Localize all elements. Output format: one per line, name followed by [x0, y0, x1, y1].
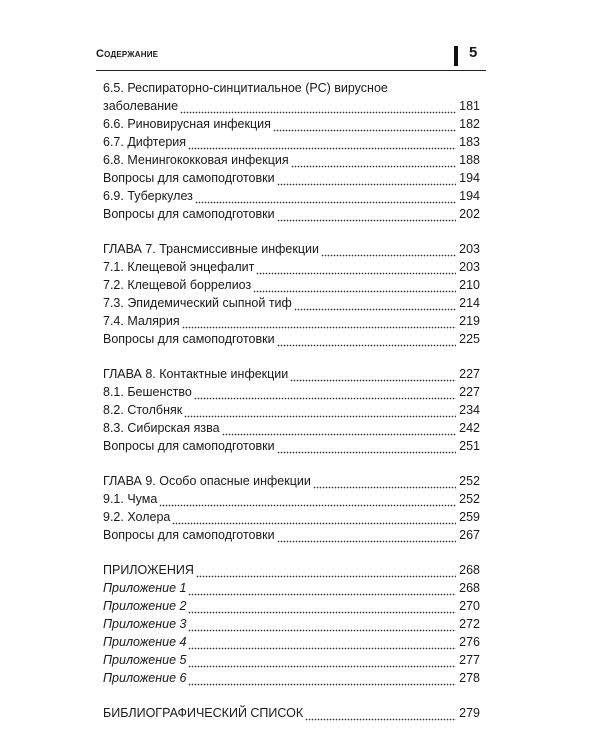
- toc-entry-title: Приложение 1: [103, 581, 187, 595]
- toc-entry-row: [103, 633, 480, 651]
- toc-entry: [103, 437, 480, 455]
- toc-entry-page: 183: [459, 135, 480, 149]
- toc-entry-page: 227: [459, 367, 480, 381]
- toc-entry-row: [103, 330, 480, 348]
- toc-entry-page: 272: [459, 617, 480, 631]
- toc-entry: [103, 240, 480, 258]
- toc-entry-page: 227: [459, 385, 480, 399]
- toc-entry-title: ГЛАВА 9. Особо опасные инфекции: [103, 474, 311, 488]
- toc-entry-row: [103, 187, 480, 205]
- toc-entry: [103, 276, 480, 294]
- toc-entry-row: [103, 240, 480, 258]
- toc-entry-row: [103, 526, 480, 544]
- toc-entry-page: 194: [459, 189, 480, 203]
- toc-entry-row: [103, 133, 480, 151]
- toc-entry-title: 6.7. Дифтерия: [103, 135, 187, 149]
- dot-leader: [188, 619, 456, 632]
- toc-entry-title: 6.6. Риновирусная инфекция: [103, 117, 271, 131]
- toc-entry: [103, 597, 480, 615]
- toc-entry-row: [103, 669, 480, 687]
- toc-entry-page: 251: [459, 439, 480, 453]
- toc-entry-page: 202: [459, 207, 480, 221]
- toc-entry: [103, 508, 480, 526]
- toc-entry-title: Приложение 5: [103, 653, 187, 667]
- toc-entry: [103, 633, 480, 651]
- toc-entry-row: [103, 597, 480, 615]
- dot-leader: [188, 655, 456, 668]
- toc-entry: [103, 651, 480, 669]
- toc-entry-page: 194: [459, 171, 480, 185]
- toc-entry-row: [103, 258, 480, 276]
- toc-entry: [103, 330, 480, 348]
- table-of-contents: [103, 79, 480, 739]
- toc-entry-page: 268: [459, 563, 480, 577]
- toc-entry-page: 276: [459, 635, 480, 649]
- toc-entry-page: 181: [459, 99, 480, 113]
- toc-entry-title: ПРИЛОЖЕНИЯ: [103, 563, 194, 577]
- toc-entry-title: Приложение 2: [103, 599, 187, 613]
- toc-entry-page: 242: [459, 421, 480, 435]
- dot-leader: [277, 530, 456, 543]
- toc-entry-row: [103, 97, 480, 115]
- toc-entry-title: 6.9. Туберкулез: [103, 189, 193, 203]
- dot-leader: [188, 601, 456, 614]
- toc-entry-title-line: 6.5. Респираторно-синцитиальное (РС) вирусное: [103, 81, 388, 95]
- toc-entry-page: 214: [459, 296, 480, 310]
- toc-entry-row: [103, 615, 480, 633]
- dot-leader: [313, 476, 456, 489]
- toc-entry-title: ГЛАВА 8. Контактные инфекции: [103, 367, 289, 381]
- toc-entry-title: Приложение 6: [103, 671, 187, 685]
- dot-leader: [188, 137, 456, 150]
- toc-entry-row: [103, 490, 480, 508]
- toc-entry-row: [103, 205, 480, 223]
- toc-entry: [103, 133, 480, 151]
- dot-leader: [305, 708, 456, 721]
- toc-entry: [103, 258, 480, 276]
- toc-entry-row: [103, 383, 480, 401]
- dot-leader: [277, 209, 456, 222]
- toc-entry-page: 252: [459, 474, 480, 488]
- toc-entry: [103, 401, 480, 419]
- toc-entry-page: 210: [459, 278, 480, 292]
- toc-entry: [103, 365, 480, 383]
- toc-entry-title: 7.3. Эпидемический сыпной тиф: [103, 296, 292, 310]
- header-divider-bar: [454, 46, 458, 66]
- toc-entry-title: 7.4. Малярия: [103, 314, 180, 328]
- toc-entry-page: 203: [459, 242, 480, 256]
- toc-entry-page: 182: [459, 117, 480, 131]
- toc-entry-row: [103, 276, 480, 294]
- dot-leader: [277, 334, 456, 347]
- toc-entry-row: [103, 472, 480, 490]
- toc-entry-title: 8.3. Сибирская язва: [103, 421, 220, 435]
- toc-entry-page: 279: [459, 706, 480, 720]
- toc-entry-title: 8.1. Бешенство: [103, 385, 192, 399]
- toc-entry-page: 277: [459, 653, 480, 667]
- dot-leader: [256, 262, 456, 275]
- dot-leader: [290, 369, 456, 382]
- toc-entry: [103, 561, 480, 579]
- dot-leader: [188, 637, 456, 650]
- toc-entry: [103, 490, 480, 508]
- toc-entry-row: [103, 312, 480, 330]
- toc-entry: [103, 615, 480, 633]
- toc-entry: [103, 312, 480, 330]
- toc-entry-title: 8.2. Столбняк: [103, 403, 183, 417]
- toc-entry-row: [103, 704, 480, 722]
- toc-entry-title: 7.2. Клещевой боррелиоз: [103, 278, 252, 292]
- toc-entry-row: [103, 294, 480, 312]
- toc-entry-title: Приложение 4: [103, 635, 187, 649]
- toc-entry: [103, 151, 480, 169]
- toc-entry: [103, 187, 480, 205]
- dot-leader: [182, 316, 456, 329]
- dot-leader: [277, 441, 456, 454]
- dot-leader: [196, 565, 456, 578]
- toc-entry-title: 9.2. Холера: [103, 510, 171, 524]
- toc-entry-title: ГЛАВА 7. Трансмиссивные инфекции: [103, 242, 319, 256]
- dot-leader: [159, 494, 456, 507]
- toc-entry-title: 7.1. Клещевой энцефалит: [103, 260, 255, 274]
- toc-entry-row: [103, 365, 480, 383]
- toc-entry: [103, 79, 480, 115]
- toc-entry-page: 267: [459, 528, 480, 542]
- toc-entry-row: [103, 651, 480, 669]
- toc-group: [103, 561, 480, 687]
- toc-entry-title: Приложение 3: [103, 617, 187, 631]
- dot-leader: [180, 101, 456, 114]
- dot-leader: [253, 280, 456, 293]
- toc-entry-row: [103, 151, 480, 169]
- toc-entry-page: 225: [459, 332, 480, 346]
- toc-entry-title: Вопросы для самоподготовки: [103, 528, 275, 542]
- toc-entry-title: Вопросы для самоподготовки: [103, 332, 275, 346]
- toc-entry-row: [103, 508, 480, 526]
- toc-entry: [103, 294, 480, 312]
- dot-leader: [172, 512, 456, 525]
- toc-entry-page: 219: [459, 314, 480, 328]
- toc-entry-row: [103, 579, 480, 597]
- toc-entry-title: 6.8. Менингококковая инфекция: [103, 153, 289, 167]
- toc-entry-page: 252: [459, 492, 480, 506]
- toc-entry-title: Вопросы для самоподготовки: [103, 439, 275, 453]
- toc-entry: [103, 205, 480, 223]
- toc-entry-page: 278: [459, 671, 480, 685]
- toc-group: [103, 704, 480, 722]
- dot-leader: [291, 155, 456, 168]
- toc-group: [103, 79, 480, 223]
- toc-entry-page: 270: [459, 599, 480, 613]
- toc-entry-row: [103, 169, 480, 187]
- page-number: 5: [469, 44, 478, 61]
- toc-entry-page: 234: [459, 403, 480, 417]
- toc-entry-page: 259: [459, 510, 480, 524]
- dot-leader: [184, 405, 456, 418]
- toc-entry-row: [103, 401, 480, 419]
- toc-entry-row: [103, 419, 480, 437]
- dot-leader: [188, 673, 456, 686]
- toc-group: [103, 472, 480, 544]
- dot-leader: [188, 583, 456, 596]
- dot-leader: [277, 173, 456, 186]
- dot-leader: [194, 387, 456, 400]
- dot-leader: [321, 244, 456, 257]
- toc-entry: [103, 169, 480, 187]
- toc-entry-row: [103, 437, 480, 455]
- toc-entry: [103, 115, 480, 133]
- toc-entry-title: Вопросы для самоподготовки: [103, 171, 275, 185]
- toc-entry-row: [103, 115, 480, 133]
- toc-entry-page: 268: [459, 581, 480, 595]
- toc-group: [103, 240, 480, 348]
- toc-entry: [103, 526, 480, 544]
- toc-entry-page: 203: [459, 260, 480, 274]
- toc-entry-title: Вопросы для самоподготовки: [103, 207, 275, 221]
- toc-group: [103, 365, 480, 455]
- toc-entry-title: БИБЛИОГРАФИЧЕСКИЙ СПИСОК: [103, 706, 304, 720]
- toc-entry: [103, 472, 480, 490]
- toc-entry-row: [103, 561, 480, 579]
- running-header-title: Содержание: [96, 48, 159, 60]
- toc-entry: [103, 383, 480, 401]
- toc-entry: [103, 669, 480, 687]
- toc-entry-title: 9.1. Чума: [103, 492, 158, 506]
- running-header: [96, 40, 486, 71]
- toc-entry: [103, 579, 480, 597]
- toc-entry: [103, 704, 480, 722]
- dot-leader: [222, 423, 456, 436]
- dot-leader: [273, 119, 456, 132]
- dot-leader: [294, 298, 456, 311]
- toc-entry: [103, 419, 480, 437]
- toc-entry-title: заболевание: [103, 99, 179, 113]
- toc-entry-page: 188: [459, 153, 480, 167]
- dot-leader: [195, 191, 456, 204]
